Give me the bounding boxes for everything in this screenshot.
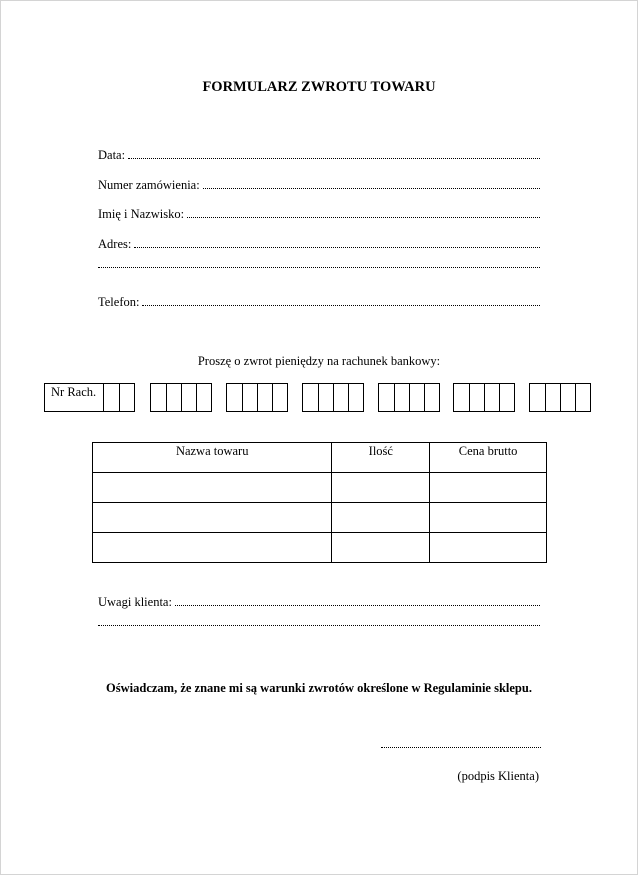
account-digit-cell[interactable]	[257, 384, 272, 411]
account-digit-cell[interactable]	[166, 384, 181, 411]
account-digit-cell[interactable]	[379, 384, 394, 411]
account-group-2[interactable]	[150, 383, 212, 412]
name-label: Imię i Nazwisko:	[98, 207, 185, 221]
account-digit-cell[interactable]	[545, 384, 560, 411]
gross-price-cell[interactable]	[430, 503, 547, 533]
account-digit-cell[interactable]	[272, 384, 287, 411]
remarks-line-2-dotted-line	[98, 624, 540, 626]
items-table	[92, 442, 547, 563]
account-digit-cell[interactable]	[484, 384, 499, 411]
account-digit-cell[interactable]	[333, 384, 348, 411]
gross-price-cell[interactable]	[430, 533, 547, 563]
address-field[interactable]	[98, 237, 540, 252]
account-digit-cell[interactable]	[454, 384, 469, 411]
table-row	[93, 473, 547, 503]
remarks-dotted-line	[175, 604, 540, 606]
account-group-5[interactable]	[378, 383, 440, 412]
account-group-1[interactable]	[103, 383, 135, 412]
header-product-name: Nazwa towaru	[93, 443, 332, 473]
date-dotted-line	[128, 157, 540, 159]
product-name-cell[interactable]	[93, 533, 332, 563]
account-digit-cell[interactable]	[560, 384, 575, 411]
account-digit-cell[interactable]	[242, 384, 257, 411]
account-digit-cell[interactable]	[303, 384, 318, 411]
document-title: FORMULARZ ZWROTU TOWARU	[202, 79, 436, 95]
gross-price-cell[interactable]	[430, 473, 547, 503]
date-field[interactable]	[98, 148, 540, 163]
header-gross-price: Cena brutto	[430, 443, 547, 473]
order-number-label: Numer zamówienia:	[98, 178, 200, 192]
signature-line[interactable]	[381, 746, 541, 748]
remarks-field-line-2[interactable]	[98, 624, 540, 628]
account-digit-cell[interactable]	[104, 384, 119, 411]
account-digit-cell[interactable]	[409, 384, 424, 411]
account-digit-cell[interactable]	[151, 384, 166, 411]
phone-label: Telefon:	[98, 295, 140, 309]
quantity-cell[interactable]	[332, 503, 430, 533]
account-digit-cell[interactable]	[318, 384, 333, 411]
account-digit-cell[interactable]	[469, 384, 484, 411]
header-quantity: Ilość	[332, 443, 430, 473]
account-digit-cell[interactable]	[181, 384, 196, 411]
date-label: Data:	[98, 148, 126, 162]
order-number-field[interactable]	[98, 178, 540, 193]
remarks-label: Uwagi klienta:	[98, 595, 172, 609]
table-row	[93, 503, 547, 533]
account-digit-cell[interactable]	[575, 384, 590, 411]
account-digit-cell[interactable]	[424, 384, 439, 411]
account-digit-cell[interactable]	[348, 384, 363, 411]
account-number-label: Nr Rach.	[44, 383, 104, 412]
address-field-line-2[interactable]	[98, 266, 540, 270]
address-line-2-dotted-line	[98, 266, 540, 268]
name-dotted-line	[187, 216, 540, 218]
product-name-cell[interactable]	[93, 473, 332, 503]
account-digit-cell[interactable]	[196, 384, 211, 411]
phone-dotted-line	[142, 304, 540, 306]
quantity-cell[interactable]	[332, 533, 430, 563]
table-row	[93, 533, 547, 563]
account-group-3[interactable]	[226, 383, 288, 412]
account-digit-cell[interactable]	[499, 384, 514, 411]
account-digit-cell[interactable]	[119, 384, 134, 411]
signature-label: (podpis Klienta)	[457, 769, 539, 783]
account-group-7[interactable]	[529, 383, 591, 412]
address-label: Adres:	[98, 237, 132, 251]
phone-field[interactable]	[98, 295, 540, 310]
account-digit-cell[interactable]	[394, 384, 409, 411]
declaration-text: Oświadczam, że znane mi są warunki zwrotów określone w Regulaminie sklepu.	[106, 681, 532, 695]
address-dotted-line	[134, 246, 540, 248]
remarks-field[interactable]	[98, 595, 540, 610]
table-header-row	[93, 443, 547, 473]
account-digit-cell[interactable]	[227, 384, 242, 411]
account-digit-cell[interactable]	[530, 384, 545, 411]
order-number-dotted-line	[203, 187, 540, 189]
refund-request-text: Proszę o zwrot pieniędzy na rachunek bankowy:	[197, 354, 441, 368]
product-name-cell[interactable]	[93, 503, 332, 533]
account-group-4[interactable]	[302, 383, 364, 412]
name-field[interactable]	[98, 207, 540, 222]
quantity-cell[interactable]	[332, 473, 430, 503]
account-group-6[interactable]	[453, 383, 515, 412]
